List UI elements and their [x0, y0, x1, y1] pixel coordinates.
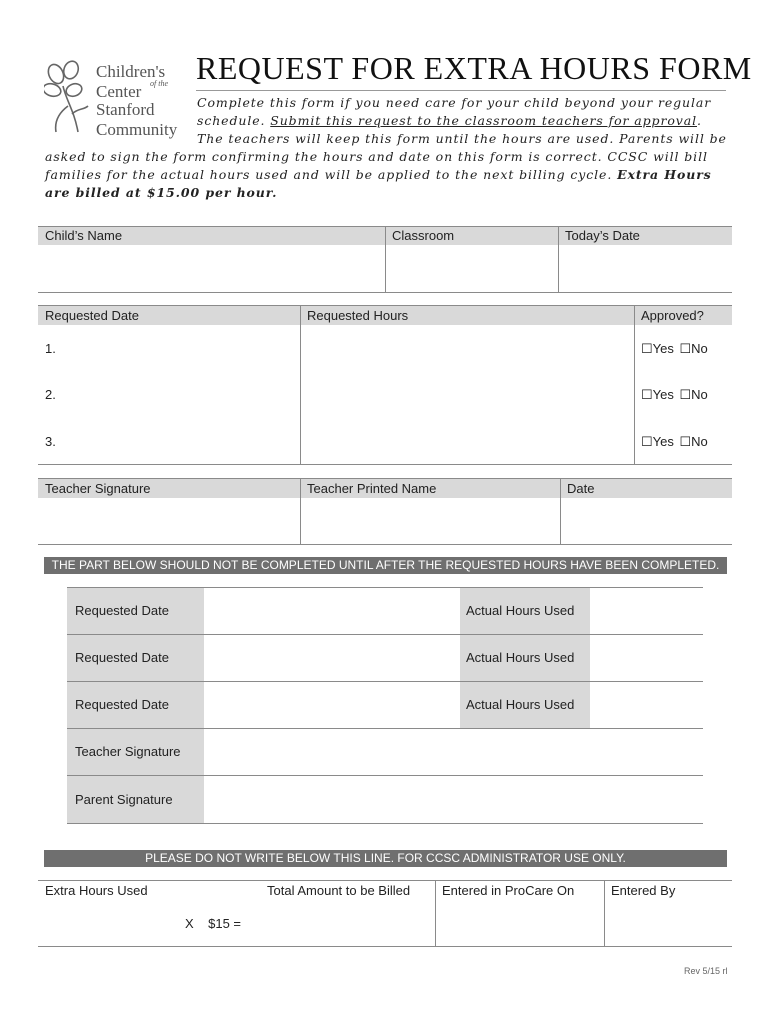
approval-row-2	[641, 387, 708, 403]
logo-line2: Center	[96, 82, 142, 101]
billing-formula: X $15 =	[185, 916, 242, 931]
entered-procare-field[interactable]	[436, 900, 604, 946]
teacher-signature-field[interactable]	[38, 498, 300, 544]
yes-label: Yes	[652, 341, 674, 356]
requested-date-header: Requested Date	[45, 308, 139, 323]
teacher-printed-name-field[interactable]	[301, 498, 560, 544]
requested-date-label: Requested Date	[75, 697, 169, 712]
teacher-signature-table	[38, 478, 732, 545]
intro-line-2c: .	[696, 113, 702, 128]
actual-hours-used-label: Actual Hours Used	[466, 697, 575, 712]
no-checkbox[interactable]: ☐	[679, 387, 692, 402]
yes-checkbox[interactable]: ☐	[641, 434, 653, 449]
logo-line1: Children's	[96, 62, 166, 81]
row-2-number: 2.	[45, 387, 56, 402]
admin-use-banner: PLEASE DO NOT WRITE BELOW THIS LINE. FOR CCSC ADMINISTRATOR USE ONLY.	[44, 850, 727, 867]
yes-checkbox[interactable]: ☐	[641, 341, 653, 356]
logo	[44, 60, 189, 140]
parent-signature-label: Parent Signature	[75, 792, 173, 807]
approval-row-1	[641, 341, 708, 357]
final-teacher-signature-label: Teacher Signature	[75, 744, 181, 759]
no-label: No	[691, 387, 708, 402]
page-title: REQUEST FOR EXTRA HOURS FORM	[196, 50, 752, 86]
parent-signature-field[interactable]	[205, 776, 703, 823]
todays-date-field[interactable]	[559, 245, 732, 292]
teacher-printed-name-label: Teacher Printed Name	[307, 481, 437, 496]
actual-hours-field[interactable]	[591, 588, 703, 634]
requested-date-field[interactable]	[205, 635, 460, 681]
entered-procare-label: Entered in ProCare On	[442, 883, 575, 898]
classroom-label: Classroom	[392, 228, 455, 243]
requested-hours-header: Requested Hours	[307, 308, 409, 323]
requested-date-label: Requested Date	[75, 603, 169, 618]
todays-date-label: Today’s Date	[565, 228, 640, 243]
requested-hours-field[interactable]	[301, 325, 634, 464]
child-info-table	[38, 226, 732, 293]
total-amount-label: Total Amount to be Billed	[267, 883, 411, 898]
final-teacher-signature-field[interactable]	[205, 729, 703, 775]
date-label: Date	[567, 481, 595, 496]
extra-hours-field[interactable]	[38, 900, 178, 946]
row-3-number: 3.	[45, 434, 56, 449]
actual-hours-used-label: Actual Hours Used	[466, 603, 575, 618]
logo-of-the: of the	[150, 79, 168, 88]
revision-note: Rev 5/15 rl	[684, 966, 728, 976]
intro-line-2-underlined: Submit this request to the classroom teachers for approval	[270, 113, 697, 128]
intro-line-2	[197, 112, 702, 130]
total-amount-field[interactable]	[263, 900, 435, 946]
classroom-field[interactable]	[386, 245, 558, 292]
no-label: No	[691, 434, 708, 449]
approval-row-3	[641, 434, 708, 450]
entered-by-field[interactable]	[605, 900, 732, 946]
yes-label: Yes	[652, 434, 674, 449]
approved-header: Approved?	[641, 308, 704, 323]
no-label: No	[691, 341, 708, 356]
completion-notice-banner: THE PART BELOW SHOULD NOT BE COMPLETED UNTIL AFTER THE REQUESTED HOURS HAVE BEEN COMPLETED.	[44, 557, 727, 574]
intro-line-5	[45, 166, 712, 184]
intro-line-6: are billed at $15.00 per hour.	[45, 185, 278, 200]
no-checkbox[interactable]: ☐	[679, 434, 692, 449]
intro-line-1: Complete this form if you need care for your child beyond your regular	[197, 95, 712, 110]
requested-date-label: Requested Date	[75, 650, 169, 665]
extra-hours-used-label: Extra Hours Used	[45, 883, 148, 898]
intro-line-5-bold: Extra Hours	[617, 167, 712, 182]
teacher-date-field[interactable]	[561, 498, 732, 544]
child-name-field[interactable]	[38, 245, 385, 292]
actual-hours-used-label: Actual Hours Used	[466, 650, 575, 665]
actual-hours-field[interactable]	[591, 635, 703, 681]
admin-table	[38, 880, 732, 947]
logo-line3: Stanford	[96, 100, 155, 119]
intro-line-3: The teachers will keep this form until the hours are used. Parents will be	[197, 131, 727, 146]
entered-by-label: Entered By	[611, 883, 676, 898]
requested-hours-table	[38, 305, 732, 465]
logo-line4: Community	[96, 120, 178, 139]
requested-date-field[interactable]	[205, 682, 460, 728]
flower-logo-icon	[44, 60, 92, 136]
title-rule	[196, 90, 726, 91]
actual-hours-table	[67, 587, 703, 824]
yes-checkbox[interactable]: ☐	[641, 387, 653, 402]
row-1-number: 1.	[45, 341, 56, 356]
intro-line-4: asked to sign the form confirming the hours and date on this form is correct. CCSC will bill	[45, 149, 708, 164]
no-checkbox[interactable]: ☐	[679, 341, 692, 356]
teacher-signature-label: Teacher Signature	[45, 481, 151, 496]
intro-line-2a: schedule.	[197, 113, 271, 128]
intro-line-5a: families for the actual hours used and will be applied to the next billing cycle.	[45, 167, 618, 182]
actual-hours-field[interactable]	[591, 682, 703, 728]
child-name-label: Child’s Name	[45, 228, 123, 243]
requested-date-field[interactable]	[205, 588, 460, 634]
yes-label: Yes	[652, 387, 674, 402]
